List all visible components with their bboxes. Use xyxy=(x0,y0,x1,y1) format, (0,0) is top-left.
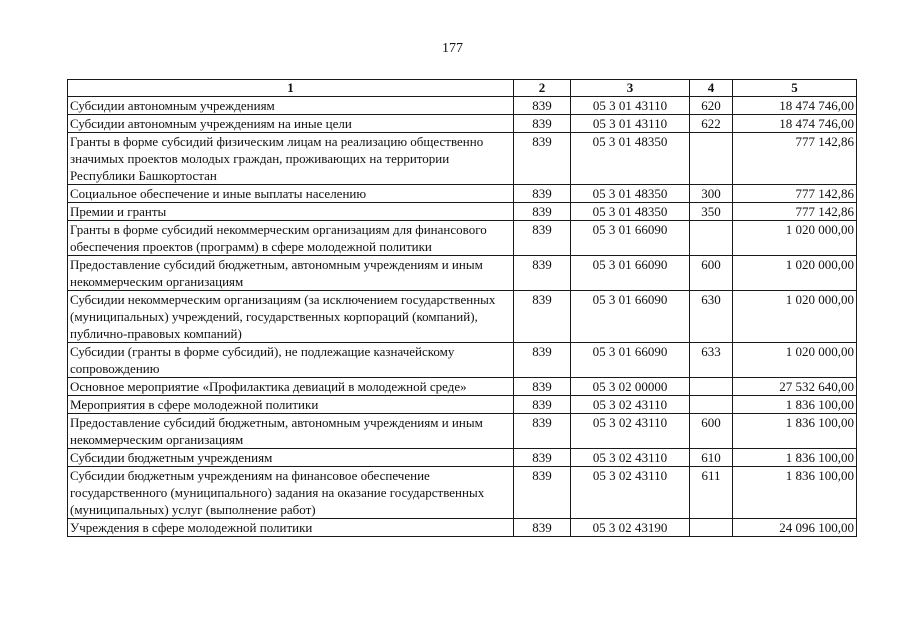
table-row xyxy=(68,396,857,414)
row-expense-type: 633 xyxy=(690,343,733,378)
row-department-code: 839 xyxy=(514,378,571,396)
row-expense-type: 611 xyxy=(690,467,733,519)
table-row xyxy=(68,467,857,519)
table-row xyxy=(68,203,857,221)
row-amount: 18 474 746,00 xyxy=(733,115,857,133)
row-department-code: 839 xyxy=(514,414,571,449)
row-department-code: 839 xyxy=(514,467,571,519)
page-number: 177 xyxy=(442,41,463,56)
row-name: Мероприятия в сфере молодежной политики xyxy=(68,396,514,414)
header-col-4: 4 xyxy=(690,80,733,97)
row-department-code: 839 xyxy=(514,519,571,537)
row-amount: 1 836 100,00 xyxy=(733,396,857,414)
row-department-code: 839 xyxy=(514,221,571,256)
row-expense-type: 630 xyxy=(690,291,733,343)
row-amount: 1 020 000,00 xyxy=(733,291,857,343)
row-name: Предоставление субсидий бюджетным, автономным учреждениям и иным некоммерческим организациям xyxy=(68,256,514,291)
row-target-code: 05 3 02 43110 xyxy=(571,396,690,414)
row-amount: 777 142,86 xyxy=(733,133,857,185)
row-expense-type xyxy=(690,221,733,256)
row-amount: 24 096 100,00 xyxy=(733,519,857,537)
row-name: Гранты в форме субсидий физическим лицам на реализацию общественно значимых проектов молодых граждан, проживающих на территории Республики Башкортостан xyxy=(68,133,514,185)
row-target-code: 05 3 01 66090 xyxy=(571,256,690,291)
row-expense-type xyxy=(690,133,733,185)
row-target-code: 05 3 01 66090 xyxy=(571,291,690,343)
table-header-row xyxy=(68,80,857,97)
row-expense-type: 610 xyxy=(690,449,733,467)
row-name: Предоставление субсидий бюджетным, автономным учреждениям и иным некоммерческим организациям xyxy=(68,414,514,449)
row-department-code: 839 xyxy=(514,396,571,414)
row-amount: 1 020 000,00 xyxy=(733,221,857,256)
row-target-code: 05 3 01 43110 xyxy=(571,115,690,133)
table-row xyxy=(68,291,857,343)
row-target-code: 05 3 01 66090 xyxy=(571,221,690,256)
row-name: Субсидии (гранты в форме субсидий), не подлежащие казначейскому сопровождению xyxy=(68,343,514,378)
row-name: Субсидии бюджетным учреждениям на финансовое обеспечение государственного (муниципального) задания на оказание государственных (муниципальных) услуг (выполнение работ) xyxy=(68,467,514,519)
row-target-code: 05 3 02 43110 xyxy=(571,467,690,519)
row-department-code: 839 xyxy=(514,185,571,203)
row-target-code: 05 3 01 48350 xyxy=(571,133,690,185)
budget-table xyxy=(67,79,857,537)
row-department-code: 839 xyxy=(514,449,571,467)
table-row xyxy=(68,133,857,185)
row-amount: 777 142,86 xyxy=(733,185,857,203)
table-row xyxy=(68,378,857,396)
row-department-code: 839 xyxy=(514,115,571,133)
table-row xyxy=(68,449,857,467)
row-amount: 27 532 640,00 xyxy=(733,378,857,396)
row-name: Основное мероприятие «Профилактика девиаций в молодежной среде» xyxy=(68,378,514,396)
row-department-code: 839 xyxy=(514,97,571,115)
header-col-3: 3 xyxy=(571,80,690,97)
row-target-code: 05 3 02 43110 xyxy=(571,449,690,467)
row-expense-type xyxy=(690,378,733,396)
row-amount: 777 142,86 xyxy=(733,203,857,221)
row-target-code: 05 3 02 43110 xyxy=(571,414,690,449)
table-row xyxy=(68,343,857,378)
row-department-code: 839 xyxy=(514,256,571,291)
row-target-code: 05 3 01 48350 xyxy=(571,185,690,203)
row-department-code: 839 xyxy=(514,343,571,378)
row-amount: 1 836 100,00 xyxy=(733,414,857,449)
table-row xyxy=(68,221,857,256)
table-row xyxy=(68,97,857,115)
row-name: Социальное обеспечение и иные выплаты населению xyxy=(68,185,514,203)
row-target-code: 05 3 01 48350 xyxy=(571,203,690,221)
row-department-code: 839 xyxy=(514,291,571,343)
row-department-code: 839 xyxy=(514,133,571,185)
header-col-5: 5 xyxy=(733,80,857,97)
row-expense-type: 600 xyxy=(690,256,733,291)
row-amount: 1 020 000,00 xyxy=(733,256,857,291)
row-amount: 1 836 100,00 xyxy=(733,449,857,467)
row-expense-type: 350 xyxy=(690,203,733,221)
table-row xyxy=(68,519,857,537)
row-target-code: 05 3 01 43110 xyxy=(571,97,690,115)
row-expense-type: 622 xyxy=(690,115,733,133)
row-expense-type: 300 xyxy=(690,185,733,203)
row-name: Субсидии автономным учреждениям xyxy=(68,97,514,115)
row-name: Учреждения в сфере молодежной политики xyxy=(68,519,514,537)
row-name: Премии и гранты xyxy=(68,203,514,221)
row-expense-type: 600 xyxy=(690,414,733,449)
table-row xyxy=(68,256,857,291)
row-amount: 18 474 746,00 xyxy=(733,97,857,115)
row-target-code: 05 3 02 43190 xyxy=(571,519,690,537)
row-expense-type xyxy=(690,519,733,537)
row-name: Субсидии некоммерческим организациям (за исключением государственных (муниципальных) учреждений, государственных корпораций (компаний), публично-правовых компаний) xyxy=(68,291,514,343)
row-target-code: 05 3 02 00000 xyxy=(571,378,690,396)
row-amount: 1 020 000,00 xyxy=(733,343,857,378)
row-target-code: 05 3 01 66090 xyxy=(571,343,690,378)
table-row xyxy=(68,185,857,203)
table-row xyxy=(68,115,857,133)
row-amount: 1 836 100,00 xyxy=(733,467,857,519)
row-name: Субсидии бюджетным учреждениям xyxy=(68,449,514,467)
table-row xyxy=(68,414,857,449)
header-col-2: 2 xyxy=(514,80,571,97)
row-expense-type: 620 xyxy=(690,97,733,115)
row-department-code: 839 xyxy=(514,203,571,221)
row-name: Гранты в форме субсидий некоммерческим организациям для финансового обеспечения проектов (программ) в сфере молодежной политики xyxy=(68,221,514,256)
row-expense-type xyxy=(690,396,733,414)
header-col-1: 1 xyxy=(68,80,514,97)
row-name: Субсидии автономным учреждениям на иные цели xyxy=(68,115,514,133)
